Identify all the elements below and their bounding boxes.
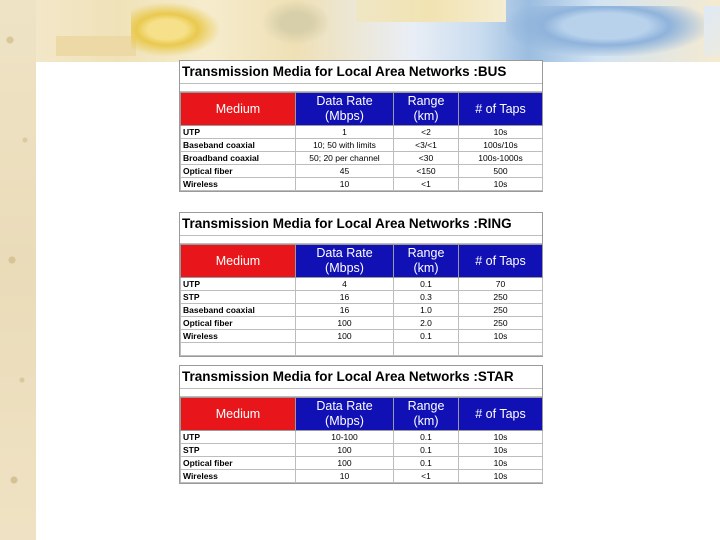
cell-rate: 10-100 <box>296 431 394 444</box>
header-taps: # of Taps <box>459 398 543 431</box>
cell-medium: Baseband coaxial <box>181 139 296 152</box>
ring-table-title: Transmission Media for Local Area Networks :RING <box>180 213 542 236</box>
cell-medium: Optical fiber <box>181 317 296 330</box>
cell-taps: 500 <box>459 165 543 178</box>
cell-medium: Wireless <box>181 470 296 483</box>
cell-rate: 10 <box>296 470 394 483</box>
table-row <box>181 470 543 483</box>
cell-taps: 10s <box>459 178 543 191</box>
header-data-rate: Data Rate (Mbps) <box>296 93 394 126</box>
bus-media-table <box>180 92 543 191</box>
empty-row <box>181 343 543 356</box>
cell-medium: Optical fiber <box>181 165 296 178</box>
cell-medium: STP <box>181 444 296 457</box>
cell-range: 0.1 <box>394 457 459 470</box>
cell-medium: Wireless <box>181 330 296 343</box>
flower-graphic-2 <box>261 0 331 45</box>
cell-range: 0.1 <box>394 330 459 343</box>
header-medium: Medium <box>181 245 296 278</box>
cell-rate: 100 <box>296 317 394 330</box>
cell-rate: 16 <box>296 291 394 304</box>
ring-media-table <box>180 244 543 356</box>
cell-taps: 250 <box>459 304 543 317</box>
cell-taps: 100s-1000s <box>459 152 543 165</box>
cell-range: <2 <box>394 126 459 139</box>
empty-cell <box>394 343 459 356</box>
table-row <box>181 330 543 343</box>
cell-taps: 100s/10s <box>459 139 543 152</box>
cell-rate: 45 <box>296 165 394 178</box>
star-table-block <box>179 365 543 484</box>
cell-range: 0.3 <box>394 291 459 304</box>
cell-medium: STP <box>181 291 296 304</box>
leaf-graphic <box>356 0 506 22</box>
table-row <box>181 152 543 165</box>
banner-tan-patch <box>56 36 136 56</box>
table-header-row <box>181 93 543 126</box>
cell-taps: 10s <box>459 330 543 343</box>
header-taps: # of Taps <box>459 245 543 278</box>
blue-flower-graphic <box>506 6 706 56</box>
bus-table-block <box>179 60 543 192</box>
header-range: Range (km) <box>394 245 459 278</box>
title-gap <box>180 236 542 244</box>
cell-range: <3/<1 <box>394 139 459 152</box>
cell-taps: 10s <box>459 126 543 139</box>
star-media-table <box>180 397 543 483</box>
cell-rate: 16 <box>296 304 394 317</box>
cell-rate: 100 <box>296 330 394 343</box>
cell-range: <1 <box>394 178 459 191</box>
cell-range: 0.1 <box>394 278 459 291</box>
empty-cell <box>459 343 543 356</box>
cell-range: <150 <box>394 165 459 178</box>
cell-medium: Optical fiber <box>181 457 296 470</box>
cell-taps: 70 <box>459 278 543 291</box>
table-row <box>181 165 543 178</box>
cell-range: 0.1 <box>394 431 459 444</box>
table-row <box>181 304 543 317</box>
bus-table-title: Transmission Media for Local Area Networks :BUS <box>180 61 542 84</box>
table-row <box>181 317 543 330</box>
header-data-rate: Data Rate (Mbps) <box>296 398 394 431</box>
cell-taps: 10s <box>459 457 543 470</box>
header-range: Range (km) <box>394 93 459 126</box>
cell-rate: 4 <box>296 278 394 291</box>
cell-medium: Baseband coaxial <box>181 304 296 317</box>
header-data-rate: Data Rate (Mbps) <box>296 245 394 278</box>
empty-cell <box>296 343 394 356</box>
banner-corner <box>704 6 720 56</box>
table-row <box>181 444 543 457</box>
decorative-banner <box>36 0 720 62</box>
table-row <box>181 457 543 470</box>
table-header-row <box>181 245 543 278</box>
cell-rate: 1 <box>296 126 394 139</box>
cell-taps: 10s <box>459 444 543 457</box>
table-header-row <box>181 398 543 431</box>
cell-rate: 100 <box>296 444 394 457</box>
cell-range: 1.0 <box>394 304 459 317</box>
table-row <box>181 178 543 191</box>
cell-range: <30 <box>394 152 459 165</box>
header-medium: Medium <box>181 93 296 126</box>
cell-range: 2.0 <box>394 317 459 330</box>
cell-taps: 250 <box>459 291 543 304</box>
header-taps: # of Taps <box>459 93 543 126</box>
table-row <box>181 126 543 139</box>
cell-rate: 10; 50 with limits <box>296 139 394 152</box>
cell-taps: 10s <box>459 470 543 483</box>
parchment-border <box>0 0 36 540</box>
title-gap <box>180 389 542 397</box>
table-row <box>181 291 543 304</box>
cell-rate: 10 <box>296 178 394 191</box>
star-table-title: Transmission Media for Local Area Networks :STAR <box>180 366 542 389</box>
flower-graphic <box>131 2 221 57</box>
table-row <box>181 139 543 152</box>
cell-range: <1 <box>394 470 459 483</box>
cell-rate: 100 <box>296 457 394 470</box>
table-row <box>181 431 543 444</box>
cell-medium: Wireless <box>181 178 296 191</box>
cell-medium: UTP <box>181 431 296 444</box>
cell-rate: 50; 20 per channel <box>296 152 394 165</box>
empty-cell <box>181 343 296 356</box>
cell-range: 0.1 <box>394 444 459 457</box>
header-range: Range (km) <box>394 398 459 431</box>
ring-table-block <box>179 212 543 357</box>
cell-taps: 10s <box>459 431 543 444</box>
cell-medium: UTP <box>181 278 296 291</box>
table-row <box>181 278 543 291</box>
title-gap <box>180 84 542 92</box>
cell-taps: 250 <box>459 317 543 330</box>
cell-medium: Broadband coaxial <box>181 152 296 165</box>
header-medium: Medium <box>181 398 296 431</box>
cell-medium: UTP <box>181 126 296 139</box>
